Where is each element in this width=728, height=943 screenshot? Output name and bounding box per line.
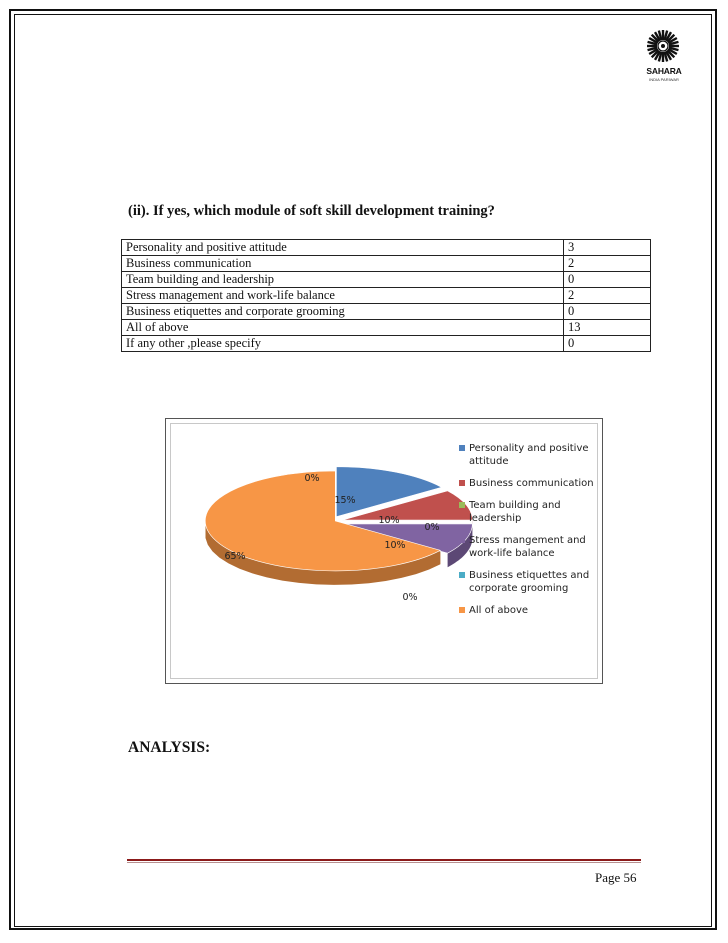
table-row <box>122 272 651 288</box>
pie-data-label: 0% <box>402 592 418 603</box>
legend-swatch <box>459 445 465 451</box>
legend-label: work-life balance <box>469 548 555 559</box>
legend-label: Team building and <box>469 500 561 511</box>
table-row <box>122 304 651 320</box>
legend-swatch <box>459 502 465 508</box>
legend-swatch <box>459 480 465 486</box>
module-label: Stress management and work-life balance <box>122 288 564 304</box>
module-label: All of above <box>122 320 564 336</box>
table-row <box>122 288 651 304</box>
table-row <box>122 336 651 352</box>
module-count: 0 <box>564 272 651 288</box>
pie-data-label: 10% <box>378 515 400 526</box>
module-label: Team building and leadership <box>122 272 564 288</box>
module-label: If any other ,please specify <box>122 336 564 352</box>
pie-data-label: 0% <box>304 473 320 484</box>
table-row <box>122 240 651 256</box>
legend-swatch <box>459 607 465 613</box>
page-number: Page 56 <box>595 870 637 885</box>
question-heading: (ii). If yes, which module of soft skill development training? <box>128 203 495 219</box>
module-count: 13 <box>564 320 651 336</box>
logo-name: SAHARA <box>646 66 682 76</box>
table-row <box>122 256 651 272</box>
legend-label: Business communication <box>469 478 594 489</box>
analysis-heading: ANALYSIS: <box>128 739 211 756</box>
pie-data-label: 0% <box>424 522 440 533</box>
legend-label: All of above <box>469 605 529 616</box>
module-count: 2 <box>564 288 651 304</box>
pie-data-label: 15% <box>334 495 356 506</box>
module-count: 0 <box>564 304 651 320</box>
pie-data-label: 10% <box>384 540 406 551</box>
legend-label: Stress mangement and <box>469 535 586 546</box>
legend-swatch <box>459 537 465 543</box>
module-label: Personality and positive attitude <box>122 240 564 256</box>
logo-subtitle: INDIA PARIWAR <box>649 77 679 82</box>
pie-data-label: 65% <box>224 551 246 562</box>
legend-label: Business etiquettes and <box>469 570 590 581</box>
module-count: 3 <box>564 240 651 256</box>
pie-chart <box>165 418 603 684</box>
legend-label: Personality and positive <box>469 443 589 454</box>
module-count: 2 <box>564 256 651 272</box>
module-count: 0 <box>564 336 651 352</box>
legend-swatch <box>459 572 465 578</box>
legend-label: attitude <box>469 456 509 467</box>
footer-rule <box>127 859 641 861</box>
legend-label: corporate grooming <box>469 583 569 594</box>
module-label: Business communication <box>122 256 564 272</box>
modules-table <box>121 239 651 352</box>
footer-rule-shadow <box>127 862 641 863</box>
legend-label: leadership <box>469 513 522 524</box>
module-label: Business etiquettes and corporate grooming <box>122 304 564 320</box>
table-row <box>122 320 651 336</box>
